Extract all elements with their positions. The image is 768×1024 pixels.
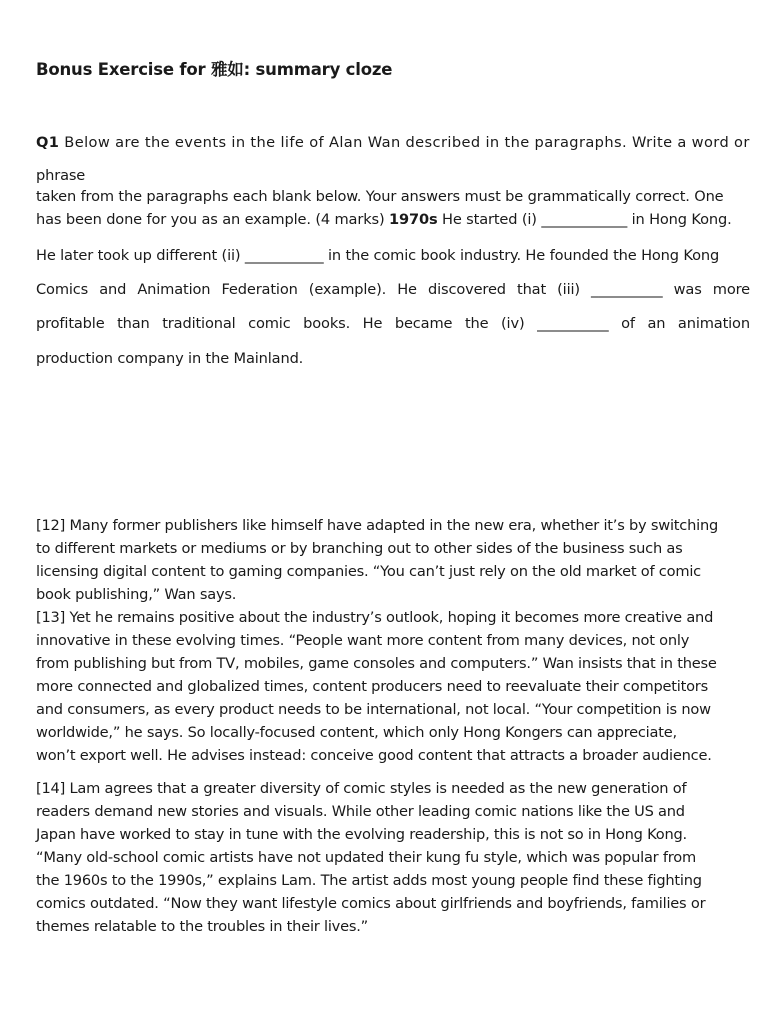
question-line-6-word: was: [673, 281, 702, 298]
question-line-5: He later took up different (ii) ___________ in the comic book industry. He founded the Hong Kong: [36, 247, 720, 264]
question-line-6-word: (iii): [557, 281, 580, 298]
paragraph-13-line: [13] Yet he remains positive about the industry’s outlook, hoping it becomes more creative and: [36, 609, 714, 626]
question-line-7-word: traditional: [162, 315, 236, 332]
question-line-7-word: an: [647, 315, 666, 332]
question-line-6-word: He: [397, 281, 417, 298]
paragraph-12-line: [12] Many former publishers like himself have adapted in the new era, whether it’s by switching: [36, 517, 719, 534]
question-line-1-word: the: [144, 134, 170, 151]
question-year-label: 1970s: [388, 211, 438, 228]
question-line-7-word: books.: [303, 315, 351, 332]
question-line-6-word: Comics: [36, 281, 89, 298]
question-line-1-word: are: [115, 134, 140, 151]
question-line-1-word: Wan: [367, 134, 401, 151]
question-line-7-word: He: [362, 315, 383, 332]
question-line-6-word: more: [712, 281, 750, 298]
question-line-7-word: than: [117, 315, 150, 332]
question-line-6-word: that: [517, 281, 547, 298]
question-line-6-word: __________: [591, 281, 663, 298]
question-line-1-word: in: [231, 134, 246, 151]
question-line-6: [36, 278, 750, 301]
question-line-1-word: a: [677, 134, 687, 151]
question-line-6-word: and: [99, 281, 127, 298]
question-line-8: production company in the Mainland.: [36, 350, 304, 367]
reading-passage: [36, 514, 750, 938]
paragraph-14-line: comics outdated. “Now they want lifestyle comics about girlfriends and boyfriends, families or: [36, 895, 706, 912]
question-line-7-word: __________: [537, 315, 609, 332]
question-line-1-word: described: [405, 134, 481, 151]
question-label: Q1: [36, 134, 60, 151]
question-line-1-word: or: [734, 134, 750, 151]
question-line-7-word: the: [464, 315, 489, 332]
question-line-1-word: of: [309, 134, 325, 151]
question-line-1-word: Alan: [328, 134, 363, 151]
paragraph-14-line: “Many old-school comic artists have not updated their kung fu style, which was popular from: [36, 849, 696, 866]
question-line-1-word: word: [691, 134, 730, 151]
question-line-2: phrase: [36, 167, 86, 184]
paragraph-14-line: Japan have worked to stay in tune with the evolving readership, this is not so in Hong Kong.: [36, 826, 687, 843]
question-line-1-word: paragraphs.: [534, 134, 628, 151]
question-line-4-pre: has been done for you as an example. (4 marks): [36, 211, 389, 228]
paragraph-13-line: from publishing but from TV, mobiles, game consoles and computers.” Wan insists that in these: [36, 655, 717, 672]
question-line-7-word: comic: [248, 315, 291, 332]
paragraph-13-line: worldwide,” he says. So locally-focused content, which only Hong Kongers can appreciate,: [36, 724, 677, 741]
question-line-4-post: He started (i) ____________ in Hong Kong.: [437, 211, 732, 228]
question-block: [36, 130, 750, 370]
question-line-6-word: (example).: [308, 281, 387, 298]
question-line-6-word: discovered: [427, 281, 506, 298]
paragraph-13-line: innovative in these evolving times. “People want more content from many devices, not only: [36, 632, 690, 649]
paragraph-14-line: [14] Lam agrees that a greater diversity of comic styles is needed as the new generation of: [36, 780, 687, 797]
question-line-7: [36, 312, 750, 335]
question-line-7-word: profitable: [36, 315, 105, 332]
question-line-1-word: events: [174, 134, 227, 151]
question-line-7-word: animation: [677, 315, 750, 332]
question-line-1-word: in: [485, 134, 500, 151]
paragraph-13: [36, 606, 750, 767]
paragraph-13-line: won’t export well. He advises instead: conceive good content that attracts a broader audience.: [36, 747, 712, 764]
paragraph-13-line: and consumers, as every product needs to be international, not local. “Your competition is now: [36, 701, 711, 718]
paragraph-14: [36, 777, 750, 938]
question-line-6-word: Federation: [221, 281, 298, 298]
question-line-7-word: (iv): [501, 315, 525, 332]
paragraph-12: [36, 514, 750, 606]
paragraph-14-line: readers demand new stories and visuals. While other leading comic nations like the US and: [36, 803, 685, 820]
question-line-1-word: Write: [631, 134, 673, 151]
page-title: Bonus Exercise for 雅如: summary cloze: [36, 60, 393, 79]
question-line-1-word: the: [504, 134, 530, 151]
paragraph-14-line: the 1960s to the 1990s,” explains Lam. The artist adds most young people find these fighting: [36, 872, 702, 889]
question-line-1: [36, 130, 750, 156]
paragraph-12-line: licensing digital content to gaming companies. “You can’t just rely on the old market of comic: [36, 563, 701, 580]
question-line-1-word: life: [280, 134, 305, 151]
question-line-3: taken from the paragraphs each blank below. Your answers must be grammatically correct. One: [36, 188, 724, 205]
question-line-4: [36, 208, 750, 232]
paragraph-12-line: book publishing,” Wan says.: [36, 586, 237, 603]
question-line-1-word: the: [250, 134, 276, 151]
question-line-1-word: Below: [64, 134, 111, 151]
question-line-6-word: Animation: [137, 281, 211, 298]
question-line-7-word: of: [621, 315, 635, 332]
paragraph-12-line: to different markets or mediums or by branching out to other sides of the business such as: [36, 540, 683, 557]
paragraph-13-line: more connected and globalized times, content producers need to reevaluate their competitors: [36, 678, 708, 695]
question-line-7-word: became: [394, 315, 453, 332]
paragraph-14-line: themes relatable to the troubles in their lives.”: [36, 918, 368, 935]
